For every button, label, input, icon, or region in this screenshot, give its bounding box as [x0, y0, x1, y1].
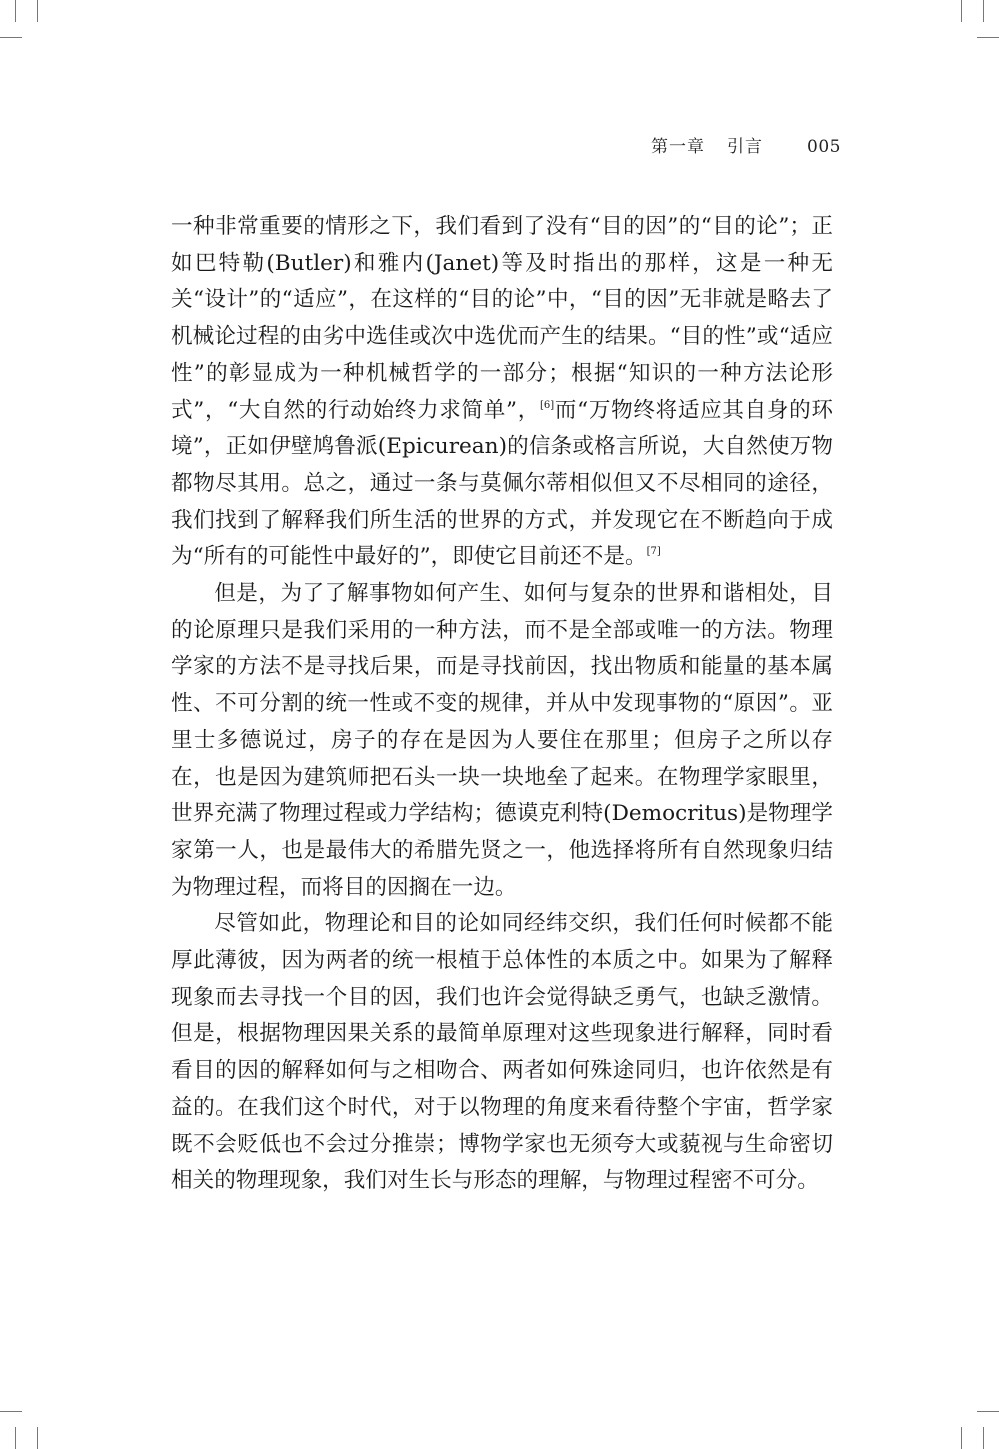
- footnote-ref: [7]: [646, 546, 661, 558]
- text-run: 但是，为了了解事物如何产生、如何与复杂的世界和谐相处，目的论原理只是我们采用的一种方法，而不是全部或唯一的方法。物理学家的方法不是寻找后果，而是寻找前因，找出物质和能量的基本属性、不可分割的统一性或不变的规律，并从中发现事物的“原因”。亚里士多德说过，房子的存在是因为人要住在那里；但房子之所以存在，也是因为建筑师把石头一块一块地垒了起来。在物理学家眼里，世界充满了物理过程或力学结构；德谟克利特(Democritus)是物理学家第一人，也是最伟大的希腊先贤之一，他选择将所有自然现象归结为物理过程，而将目的因搁在一边。: [171, 581, 833, 900]
- crop-mark: [37, 0, 38, 22]
- section-title: 引言: [727, 137, 763, 157]
- paragraph: [171, 576, 833, 906]
- paragraph: [171, 906, 833, 1200]
- footnote-ref: [6]: [540, 399, 555, 411]
- crop-mark: [0, 37, 22, 38]
- running-head: [651, 132, 841, 157]
- crop-mark: [37, 1427, 38, 1449]
- crop-mark: [961, 0, 962, 22]
- crop-mark: [983, 1427, 984, 1449]
- body-text: [171, 209, 833, 1200]
- crop-mark: [961, 1427, 962, 1449]
- crop-mark: [15, 1427, 16, 1449]
- page-number: 005: [807, 137, 841, 157]
- text-run: 尽管如此，物理论和目的论如同经纬交织，我们任何时候都不能厚此薄彼，因为两者的统一根植于总体性的本质之中。如果为了解释现象而去寻找一个目的因，我们也许会觉得缺乏勇气，也缺乏激情。但是，根据物理因果关系的最简单原理对这些现象进行解释，同时看看目的因的解释如何与之相吻合、两者如何殊途同归，也许依然是有益的。在我们这个时代，对于以物理的角度来看待整个宇宙，哲学家既不会贬低也不会过分推崇；博物学家也无须夸大或藐视与生命密切相关的物理现象，我们对生长与形态的理解，与物理过程密不可分。: [171, 911, 833, 1194]
- crop-mark: [15, 0, 16, 22]
- text-run: 一种非常重要的情形之下，我们看到了没有“目的因”的“目的论”；正如巴特勒(Butler)和雅内(Janet)等及时指出的那样，这是一种无关“设计”的“适应”，在这样的“目的论”中，“目的因”无非就是略去了机械论过程的由劣中选佳或次中选优而产生的结果。“目的性”或“适应性”的彰显成为一种机械哲学的一部分；根据“知识的一种方法论形式”，“大自然的行动始终力求简单”，: [171, 214, 833, 423]
- chapter-label: 第一章: [651, 137, 705, 157]
- crop-mark: [977, 1411, 999, 1412]
- paragraph: [171, 209, 833, 576]
- text-run: 而“万物终将适应其自身的环境”，正如伊壁鸠鲁派(Epicurean)的信条或格言所说，大自然使万物都物尽其用。总之，通过一条与莫佩尔蒂相似但又不尽相同的途径，我们找到了解释我们所生活的世界的方式，并发现它在不断趋向于成为“所有的可能性中最好的”，即使它目前还不是。: [171, 397, 834, 570]
- crop-mark: [977, 37, 999, 38]
- crop-mark: [983, 0, 984, 22]
- crop-mark: [0, 1411, 22, 1412]
